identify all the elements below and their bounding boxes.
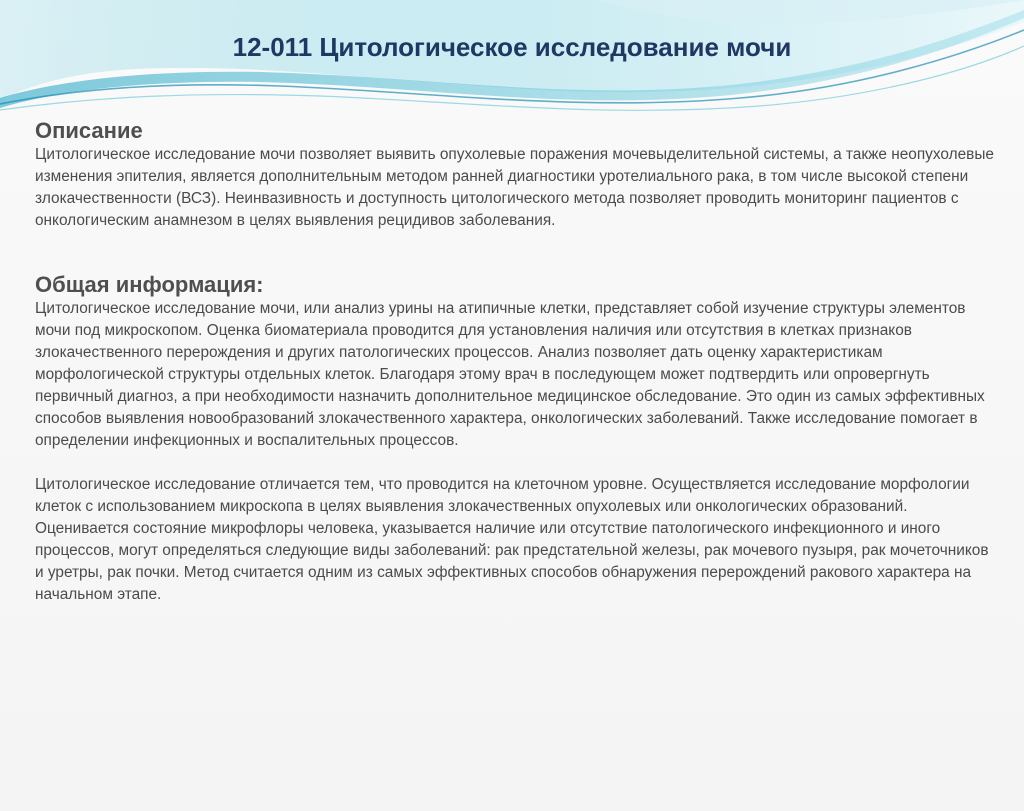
slide-title: 12-011 Цитологическое исследование мочи bbox=[232, 32, 792, 62]
description-paragraph: Цитологическое исследование мочи позволяет выявить опухолевые поражения мочевыделительной системы, а также неопухолевые изменения эпителия, является дополнительным методом ранней диагностики уротелиального рака, в том числе высокой степени злокачественности (ВСЗ). Неинвазивность и доступность цитологического метода позволяет проводить мониторинг пациентов с онкологическим анамнезом в целях выявления рецидивов заболевания. bbox=[35, 146, 994, 229]
section-general-info bbox=[35, 272, 995, 606]
general-info-paragraph-1: Цитологическое исследование мочи, или анализ урины на атипичные клетки, представляет собой изучение структуры элементов мочи под микроскопом. Оценка биоматериала проводится для установления наличия или отсутствия в клетках признаков злокачественного перерождения и других патологических процессов. Анализ позволяет дать оценку характеристикам морфологической структуры отдельных клеток. Благодаря этому врач в последующем может подтвердить или опровергнуть первичный диагноз, а при необходимости назначить дополнительное медицинское обследование. Это один из самых эффективных способов выявления новообразований злокачественного характера, онкологических заболеваний. Также исследование помогает в определении инфекционных и воспалительных процессов. bbox=[35, 300, 985, 449]
section-heading-description: Описание bbox=[35, 118, 143, 143]
general-info-paragraph-2: Цитологическое исследование отличается тем, что проводится на клеточном уровне. Осуществляется исследование морфологии клеток с использованием микроскопа в целях выявления злокачественных опухолевых или онкологических образований. Оценивается состояние микрофлоры человека, указывается наличие или отсутствие патологического инфекционного и иного процессов, могут определяться следующие виды заболеваний: рак предстательной железы, рак мочевого пузыря, рак мочеточников и уретры, рак почки. Метод считается одним из самых эффективных способов обнаружения перерождений ракового характера на начальном этапе. bbox=[35, 476, 989, 603]
section-heading-general-info: Общая информация: bbox=[35, 272, 264, 297]
section-spacer bbox=[35, 232, 995, 272]
section-description bbox=[35, 118, 995, 232]
paragraph-spacer bbox=[35, 452, 995, 474]
slide-content bbox=[35, 118, 995, 606]
